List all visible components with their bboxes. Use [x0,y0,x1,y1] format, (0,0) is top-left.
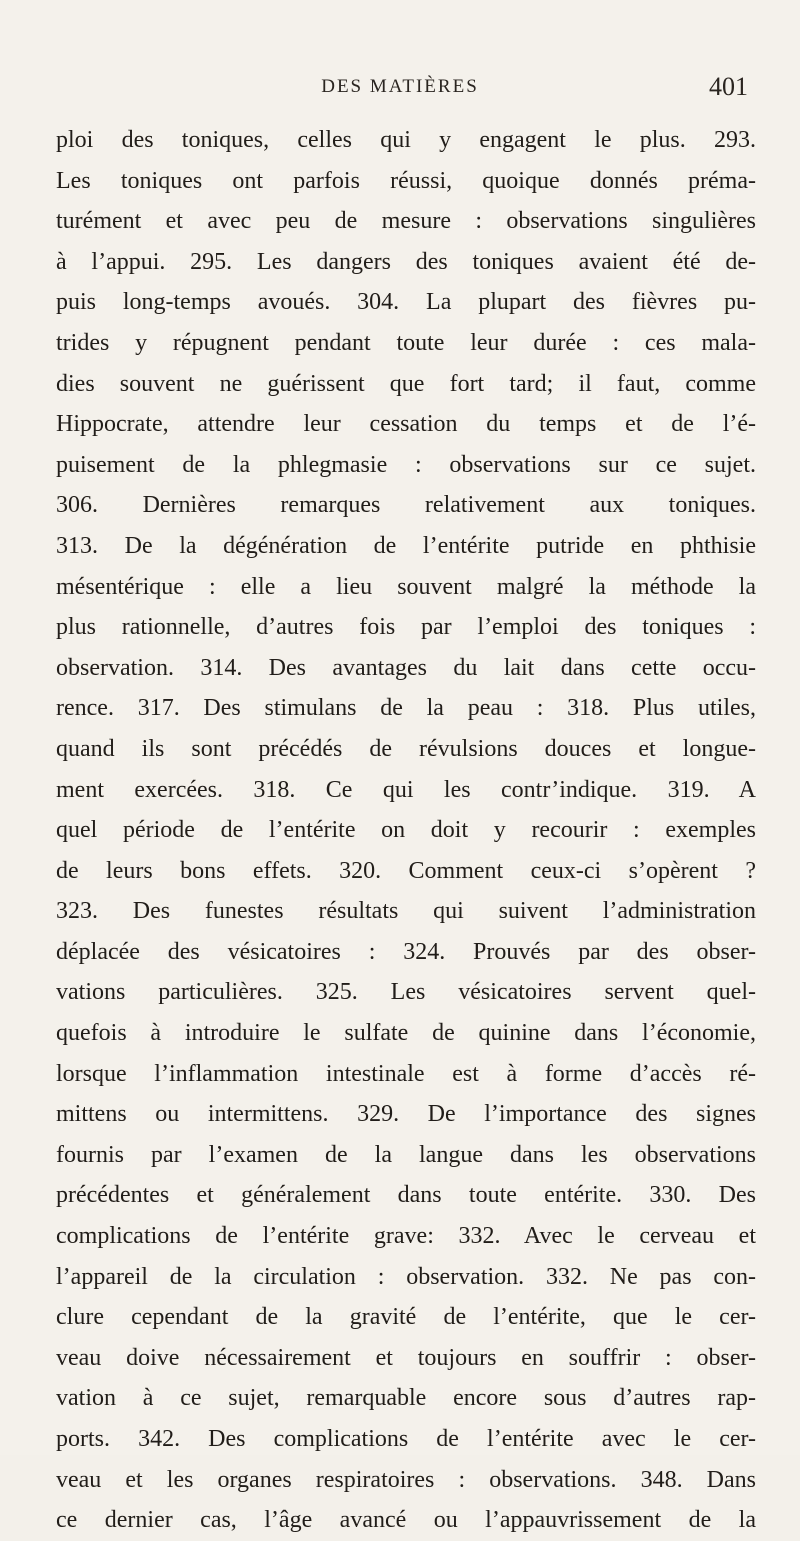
text-line: turément et avec peu de mesure : observations singulières [56,208,756,235]
text-line: de leurs bons effets. 320. Comment ceux-ci s’opèrent ? [56,857,756,884]
text-line: précédentes et généralement dans toute entérite. 330. Des [56,1182,756,1209]
text-line: 313. De la dégénération de l’entérite putride en phthisie [56,532,756,559]
text-line: mittens ou intermittens. 329. De l’importance des signes [56,1101,756,1128]
text-line: ploi des toniques, celles qui y engagent le plus. 293. [56,127,756,153]
text-line: quel période de l’entérite on doit y recourir : exemples [56,817,756,844]
text-line: 323. Des funestes résultats qui suivent l’administration [56,898,756,925]
text-line: veau doive nécessairement et toujours en souffrir : obser- [56,1344,756,1371]
page-header [0,72,800,112]
page-number: 401 [709,72,748,101]
text-line: fournis par l’examen de la langue dans les observations [56,1141,756,1168]
text-line: rence. 317. Des stimulans de la peau : 318. Plus utiles, [56,695,756,722]
text-line: plus rationnelle, d’autres fois par l’emploi des toniques : [56,614,756,641]
text-line: mésentérique : elle a lieu souvent malgré la méthode la [56,573,756,600]
text-line: quand ils sont précédés de révulsions douces et longue- [56,735,756,762]
text-line: puisement de la phlegmasie : observations sur ce sujet. [56,451,756,478]
text-line: déplacée des vésicatoires : 324. Prouvés par des obser- [56,938,756,965]
text-line: ports. 342. Des complications de l’entérite avec le cer- [56,1426,756,1452]
text-line: vation à ce sujet, remarquable encore sous d’autres rap- [56,1385,756,1412]
text-line: Hippocrate, attendre leur cessation du temps et de l’é- [56,411,756,438]
text-line: vations particulières. 325. Les vésicatoires servent quel- [56,979,756,1006]
text-line: ce dernier cas, l’âge avancé ou l’appauvrissement de la [56,1507,756,1534]
text-line: complications de l’entérite grave: 332. Avec le cerveau et [56,1223,756,1250]
text-line: à l’appui. 295. Les dangers des toniques avaient été de- [56,248,756,275]
text-line: quefois à introduire le sulfate de quinine dans l’économie, [56,1020,756,1047]
text-line: 306. Dernières remarques relativement aux toniques. [56,492,756,519]
text-line: puis long-temps avoués. 304. La plupart des fièvres pu- [56,289,756,316]
text-line: lorsque l’inflammation intestinale est à forme d’accès ré- [56,1060,756,1087]
text-line: trides y répugnent pendant toute leur durée : ces mala- [56,329,756,356]
text-line: Les toniques ont parfois réussi, quoique donnés préma- [56,167,756,194]
running-head: DES MATIÈRES [321,76,479,97]
text-line: ment exercées. 318. Ce qui les contr’indique. 319. A [56,776,756,803]
text-line: l’appareil de la circulation : observation. 332. Ne pas con- [56,1263,756,1290]
text-line: dies souvent ne guérissent que fort tard; il faut, comme [56,370,756,397]
text-line: clure cependant de la gravité de l’entérite, que le cer- [56,1304,756,1331]
index-text-block [56,120,756,1541]
text-line: observation. 314. Des avantages du lait dans cette occu- [56,654,756,681]
text-line: veau et les organes respiratoires : observations. 348. Dans [56,1466,756,1493]
